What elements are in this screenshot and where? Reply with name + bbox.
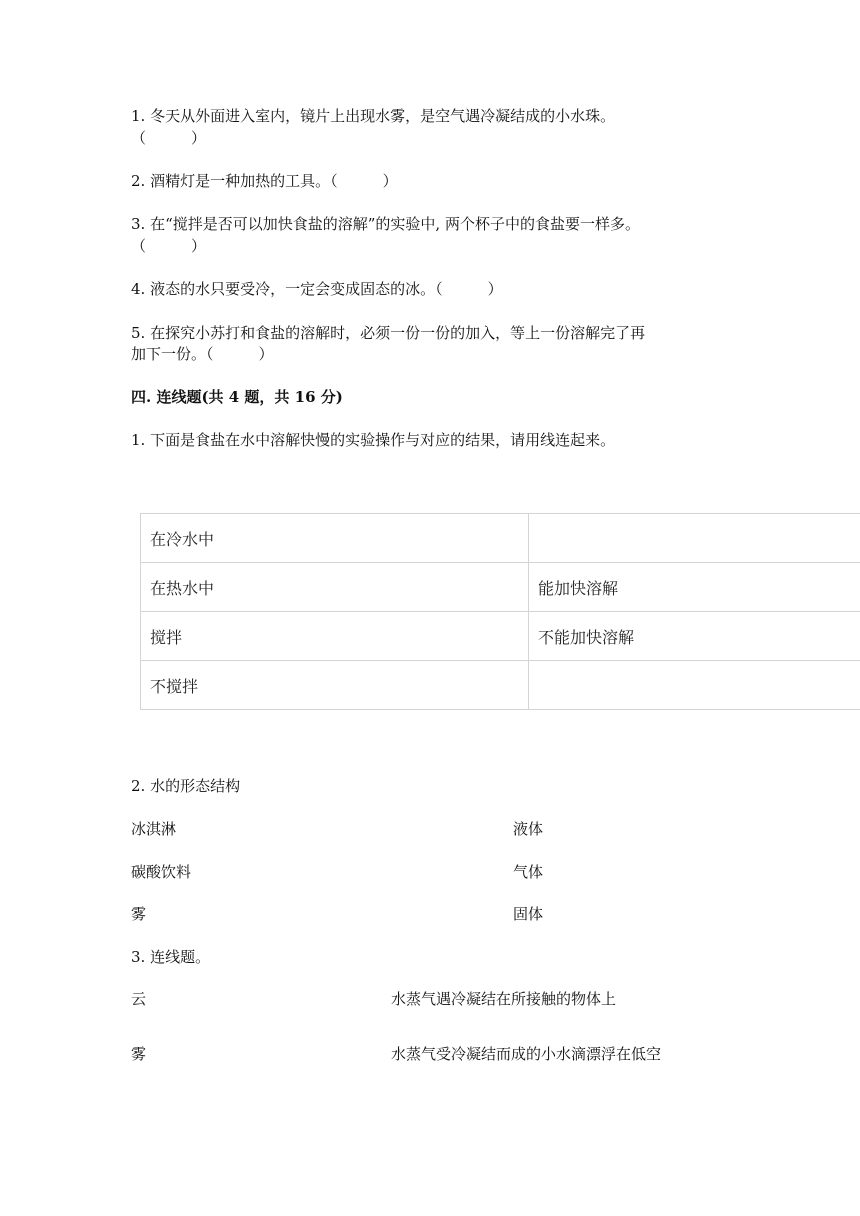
match-q2-right: 气体 <box>513 863 544 881</box>
table-cell-left: 在热水中 <box>141 563 529 612</box>
table-cell-right: 不能加快溶解 <box>529 612 860 661</box>
match-q3-left: 雾 <box>131 1045 147 1063</box>
match-q2-right: 液体 <box>513 820 544 838</box>
judge-q1-answer-blank: （ ） <box>131 129 207 147</box>
judge-q3-answer-blank: （ ） <box>131 237 207 255</box>
table-cell-left: 在冷水中 <box>141 514 529 563</box>
table-cell-right <box>529 661 860 710</box>
match-q2-text: 2. 水的形态结构 <box>131 777 241 795</box>
match-q3-left: 云 <box>131 990 147 1008</box>
judge-q4: 4. 液态的水只要受冷，一定会变成固态的冰。（ ） <box>131 280 503 298</box>
table-row <box>141 563 860 612</box>
match-q2-left: 雾 <box>131 905 147 923</box>
table-cell-right: 能加快溶解 <box>529 563 860 612</box>
table-row <box>141 661 860 710</box>
list-item <box>131 989 617 1009</box>
table-row <box>141 514 860 563</box>
list-item <box>131 862 544 882</box>
match-q1-text: 1. 下面是食盐在水中溶解快慢的实验操作与对应的结果，请用线连起来。 <box>131 431 616 449</box>
match-q2-right: 固体 <box>513 905 544 923</box>
judge-q1-line1: 1. 冬天从外面进入室内，镜片上出现水雾，是空气遇冷凝结成的小水珠。 <box>131 107 616 125</box>
section-heading: 四. 连线题(共 4 题，共 16 分) <box>131 388 343 406</box>
match-q3-right: 水蒸气受冷凝结而成的小水滴漂浮在低空 <box>391 1045 662 1063</box>
table-cell-left: 不搅拌 <box>141 661 529 710</box>
match-q2-left: 碳酸饮料 <box>131 863 192 881</box>
list-item <box>131 1044 662 1064</box>
judge-q3-line1: 3. 在“搅拌是否可以加快食盐的溶解”的实验中, 两个杯子中的食盐要一样多。 <box>131 215 640 233</box>
judge-q5-line1: 5. 在探究小苏打和食盐的溶解时，必须一份一份的加入，等上一份溶解完了再 <box>131 324 646 342</box>
table-cell-right <box>529 514 860 563</box>
match-table <box>140 513 860 710</box>
match-q3-right: 水蒸气遇冷凝结在所接触的物体上 <box>391 990 617 1008</box>
table-row <box>141 612 860 661</box>
list-item <box>131 904 544 924</box>
table-cell-left: 搅拌 <box>141 612 529 661</box>
match-q3-text: 3. 连线题。 <box>131 948 211 966</box>
list-item <box>131 819 544 839</box>
judge-q5-line2: 加下一份。（ ） <box>131 345 274 363</box>
judge-q2: 2. 酒精灯是一种加热的工具。（ ） <box>131 172 398 190</box>
match-q2-left: 冰淇淋 <box>131 820 177 838</box>
